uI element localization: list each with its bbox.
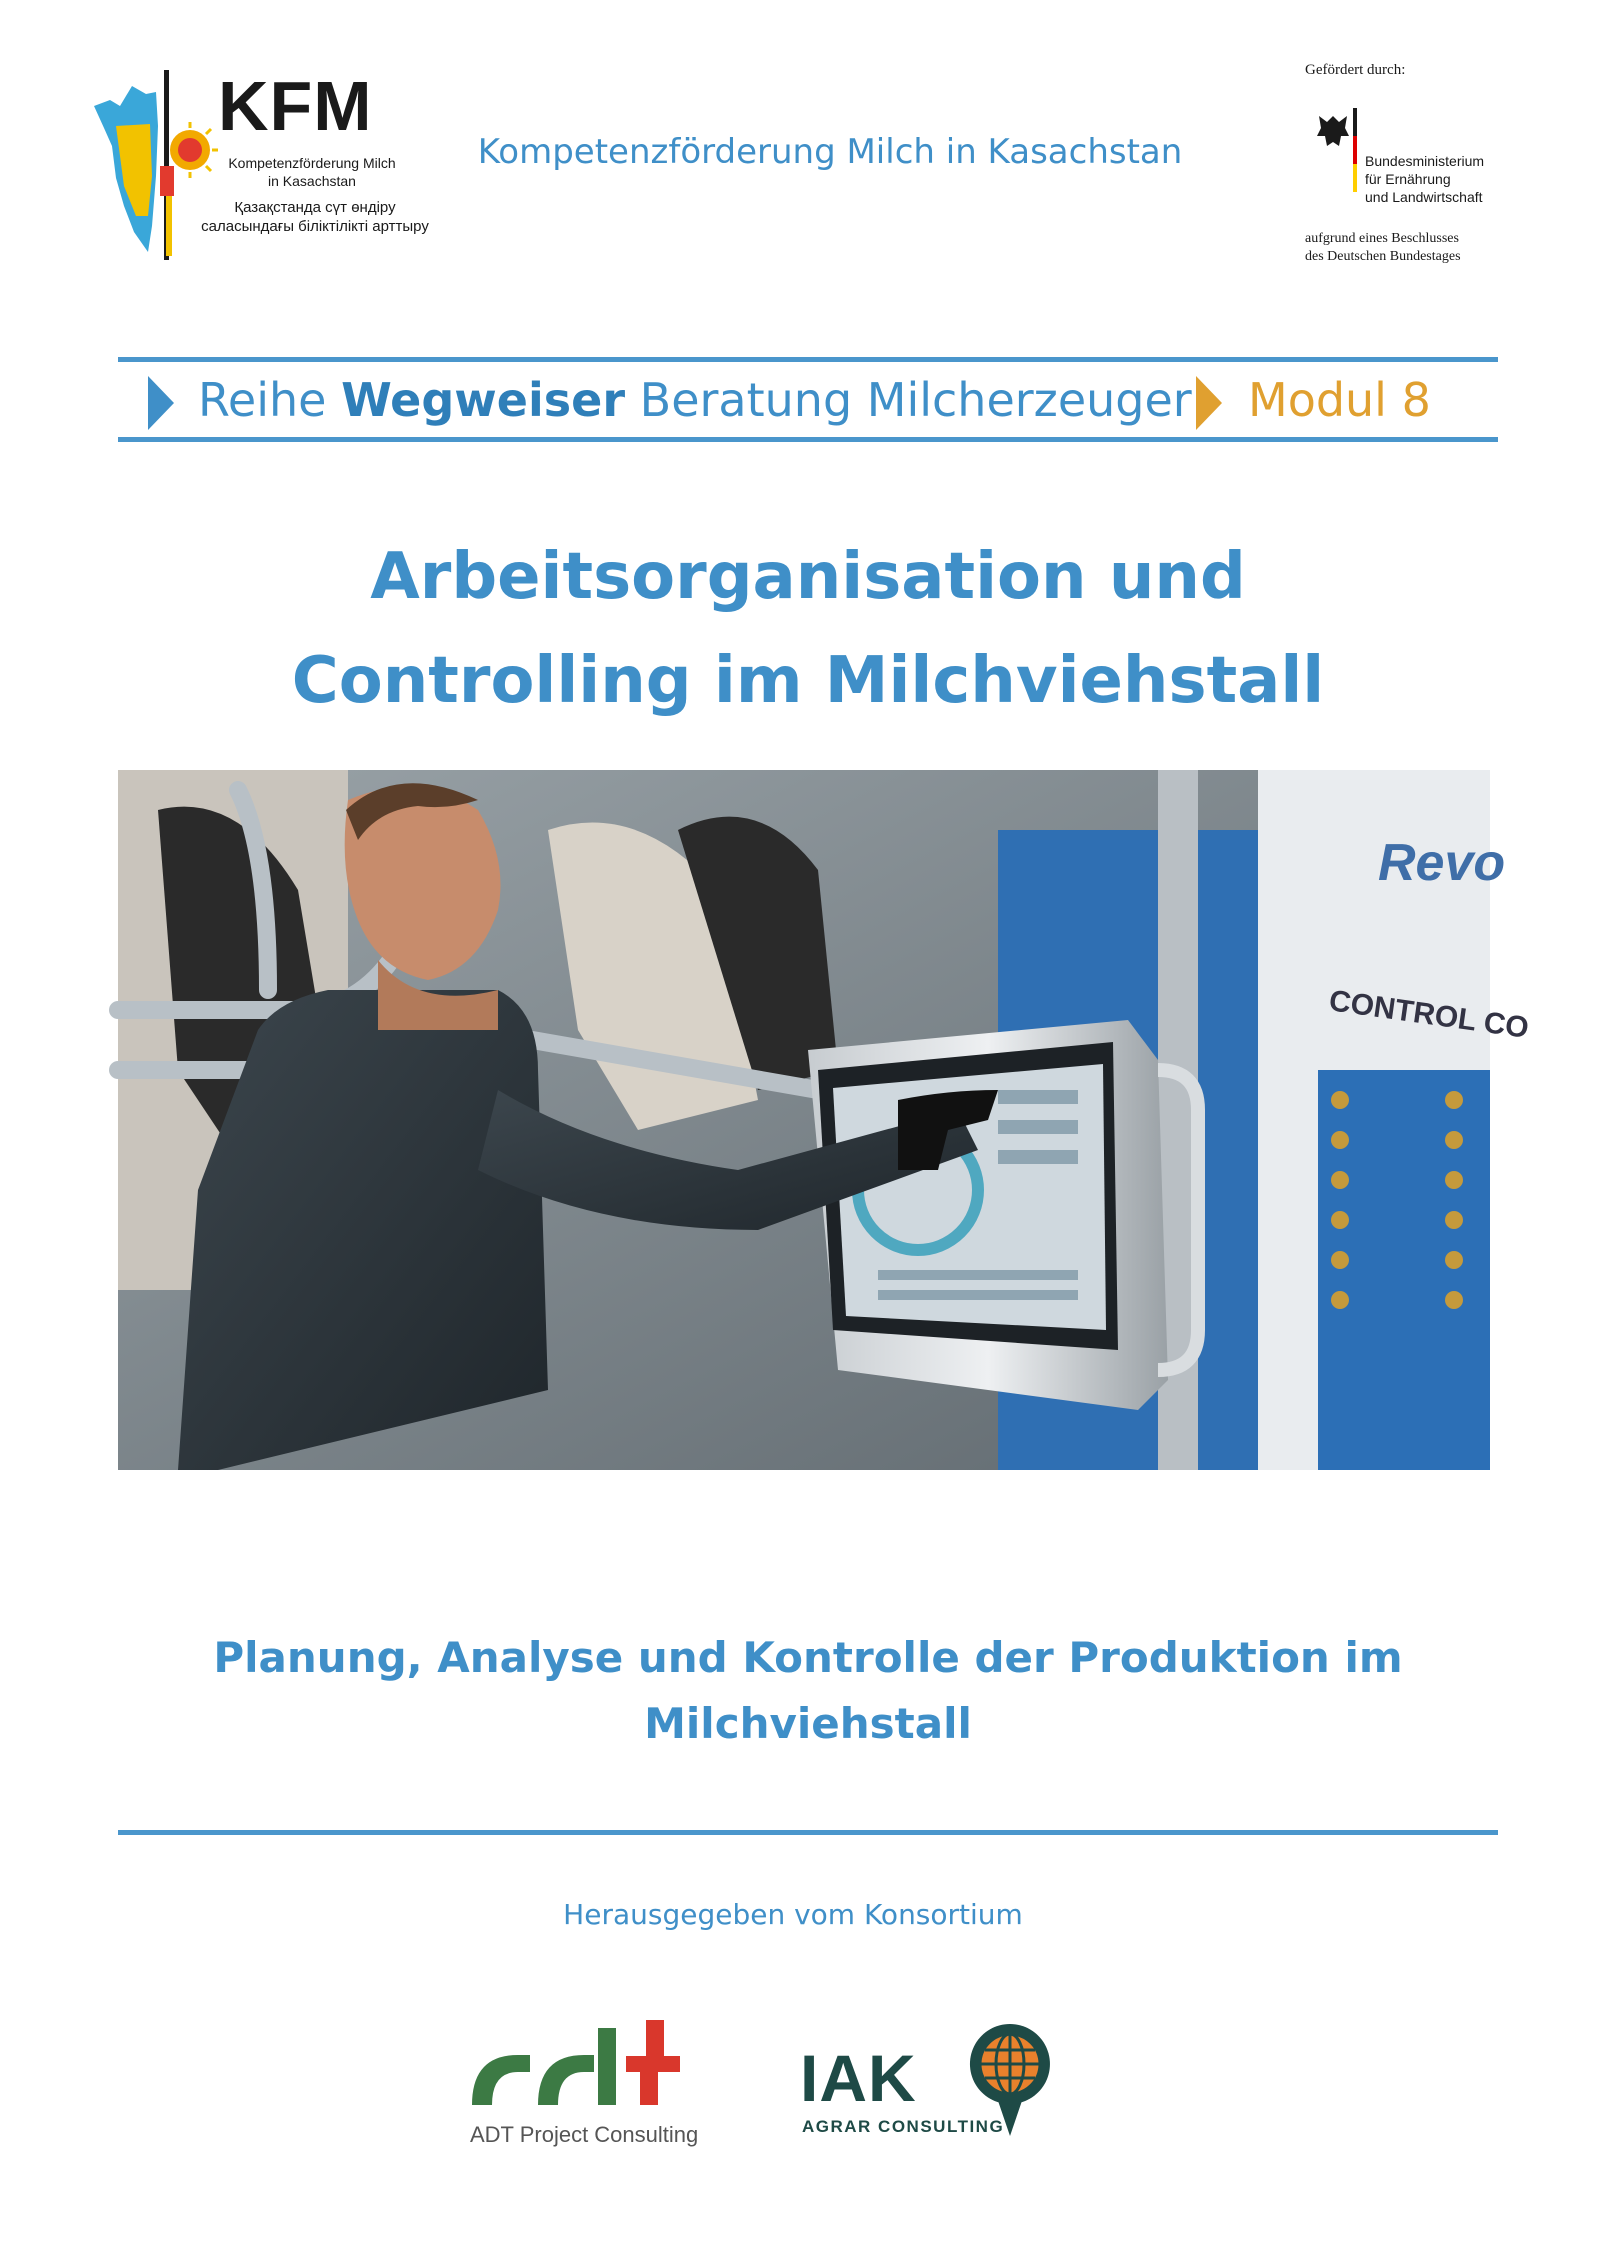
funding-label: Gefördert durch: — [1305, 62, 1406, 78]
kfm-logo — [90, 66, 450, 266]
published-by: Herausgegeben vom Konsortium — [563, 1898, 1023, 1931]
bmel-logo — [1305, 106, 1535, 205]
adt-logo — [466, 2010, 726, 2150]
iak-subtitle: AGRAR CONSULTING — [802, 2117, 1005, 2136]
kfm-title: KFM — [218, 67, 373, 145]
module-label: Modul 8 — [1248, 373, 1431, 427]
cow-map-icon — [90, 66, 220, 266]
header-title: Kompetenzförderung Milch in Kasachstan — [477, 132, 1183, 172]
adt-mark-icon — [466, 2010, 706, 2120]
kfm-subtitle-kk: Қазақстанда сүт өндіру саласындағы біліктілікті арттыру — [201, 199, 429, 235]
kfm-subtitle-de: Kompetenzförderung Milch in Kasachstan — [228, 155, 396, 189]
ministry-name: Bundesministerium für Ernährung und Landwirtschaft — [1365, 153, 1485, 205]
funding-footer: aufgrund eines Beschlusses des Deutschen Bundestages — [1305, 231, 1461, 264]
main-title: Arbeitsorganisation und Controlling im Milchviehstall — [291, 540, 1325, 718]
milking-parlour-photo — [118, 770, 1531, 1470]
series-prefix: Reihe — [198, 373, 327, 427]
cover-photo — [118, 770, 1531, 1470]
panel-control-text: CONTROL CO — [1327, 984, 1531, 1045]
series-label — [198, 373, 1192, 427]
federal-eagle-icon — [1305, 106, 1361, 196]
adt-caption: ADT Project Consulting — [470, 2122, 699, 2147]
iak-logo — [800, 2020, 1070, 2150]
rule-lower — [118, 1830, 1498, 1835]
rule-bottom — [118, 437, 1498, 442]
series-arrow-icon — [148, 376, 174, 430]
series-bar — [118, 362, 1498, 442]
panel-brand-text: Revo — [1378, 834, 1506, 892]
subtitle: Planung, Analyse und Kontrolle der Produktion im Milchviehstall — [213, 1633, 1403, 1748]
series-rest: Beratung Milcherzeuger — [639, 373, 1192, 427]
funding-block — [1305, 62, 1535, 264]
module-arrow-icon — [1196, 376, 1222, 430]
series-emphasis: Wegweiser — [341, 373, 626, 427]
iak-name: IAK — [800, 2041, 917, 2115]
